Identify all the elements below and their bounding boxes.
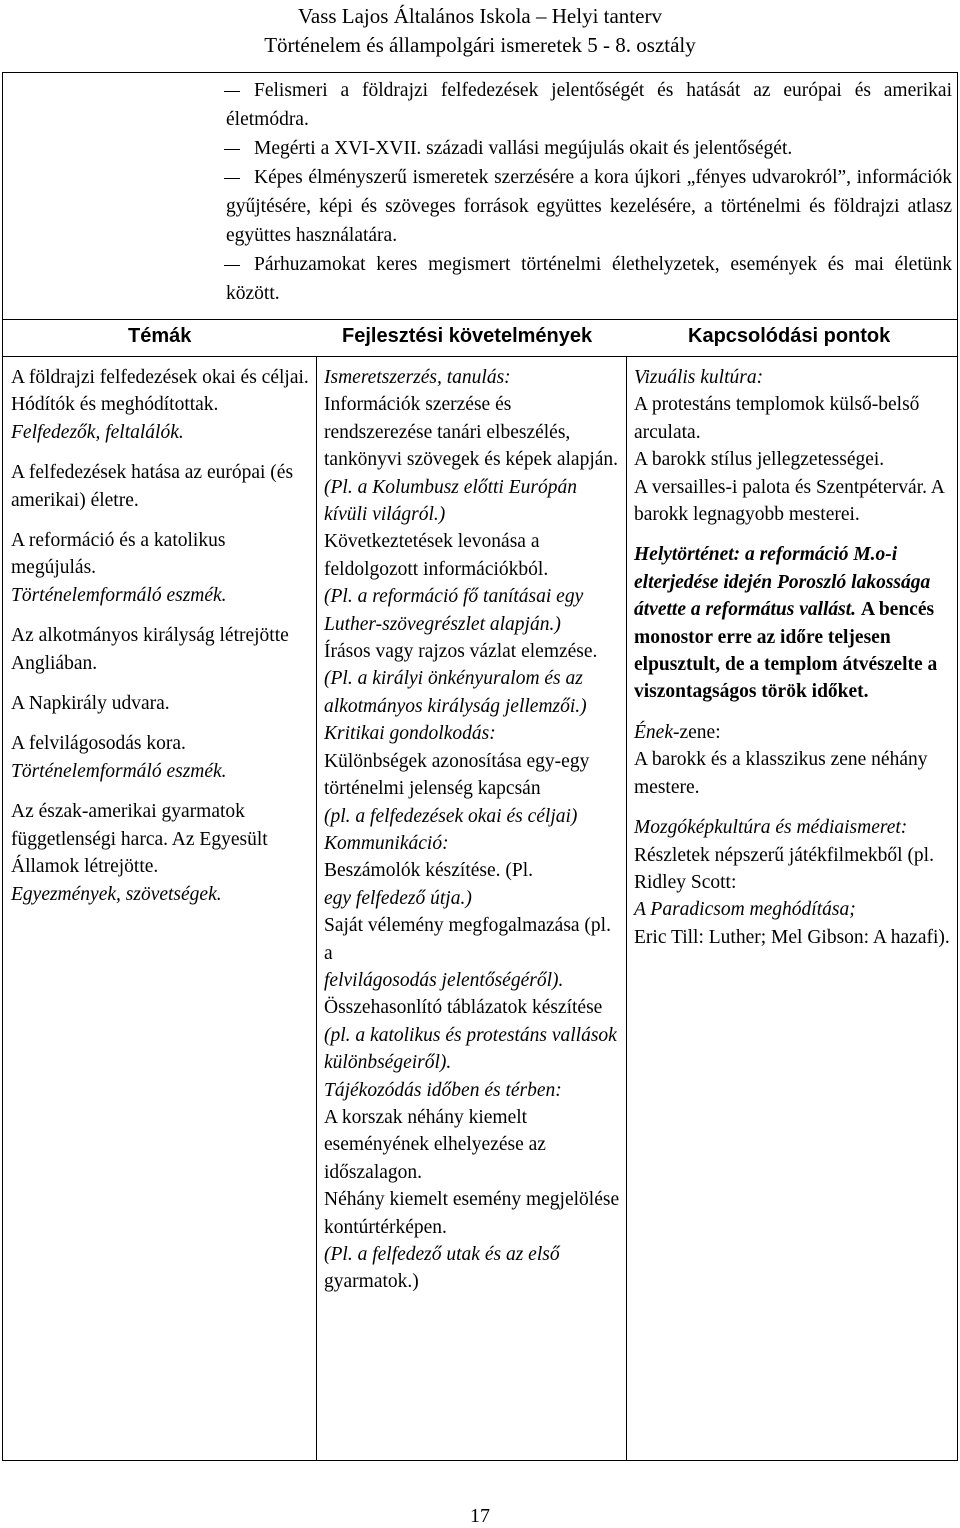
header-links: Kapcsolódási pontok	[688, 325, 891, 347]
link-item: Részletek népszerű játékfilmekből (pl. Ridley Scott:	[634, 844, 934, 893]
column-divider	[626, 356, 627, 1460]
header-topics: Témák	[128, 325, 192, 347]
topic-item: A felfedezések hatása az európai (és amerikai) életre.	[11, 462, 294, 511]
topic-item: Felfedezők, feltalálók.	[11, 421, 184, 443]
column-divider	[316, 356, 317, 1460]
link-heading: Mozgóképkultúra és médiaismeret:	[634, 817, 908, 839]
link-item: Eric Till: Luther; Mel Gibson: A hazafi).	[634, 926, 950, 948]
link-heading: Vizuális kultúra:	[634, 367, 764, 388]
dash-icon	[224, 91, 240, 92]
requirement-item: Beszámolók készítése. (Pl.	[324, 860, 534, 882]
topic-item: A földrajzi felfedezések okai és céljai. Hódítók és meghódítottak.	[11, 367, 309, 416]
requirement-item: Különbségek azonosítása egy-egy történelmi jelenség kapcsán	[324, 750, 590, 800]
topics-column	[11, 364, 311, 908]
dash-icon	[224, 149, 240, 150]
requirement-example: (Pl. a reformáció fő tanításai egy Luther-szövegrészlet alapján.)	[324, 586, 584, 635]
requirement-item: Néhány kiemelt esemény megjelölése kontúrtérképen.	[324, 1189, 620, 1238]
requirement-example: (Pl. a felfedező utak és az első	[324, 1244, 560, 1265]
topic-item: A felvilágosodás kora.	[11, 733, 186, 755]
header-requirements: Fejlesztési követelmények	[342, 325, 593, 347]
requirement-item: A korszak néhány kiemelt eseményének elhelyezése az időszalagon.	[324, 1106, 546, 1183]
curriculum-title: Történelem és állampolgári ismeretek 5 - 8. osztály	[264, 33, 696, 57]
goal-item: Megérti a XVI-XVII. századi vallási megújulás okait és jelentőségét.	[226, 134, 952, 163]
topic-item: Történelemformáló eszmék.	[11, 584, 227, 606]
requirements-column	[324, 364, 624, 1296]
link-item: A Paradicsom meghódítása;	[634, 899, 856, 921]
requirement-example: (pl. a katolikus és protestáns vallások különbségeiről).	[324, 1024, 617, 1074]
page-number: 17	[470, 1505, 490, 1527]
links-column	[634, 364, 954, 951]
link-heading: Ének-zene:	[634, 721, 721, 743]
link-item: A versailles-i palota és Szentpétervár. A barokk legnagyobb mesterei.	[634, 476, 944, 526]
requirement-heading: Kommunikáció:	[324, 832, 449, 854]
requirement-item: Írásos vagy rajzos vázlat elemzése.	[324, 641, 598, 663]
document-header	[0, 2, 960, 60]
topic-item: Az észak-amerikai gyarmatok függetlenségi harca. Az Egyesült Államok létrejötte.	[11, 801, 268, 878]
requirement-heading: Tájékozódás időben és térben:	[324, 1079, 562, 1101]
requirement-example: egy felfedező útja.)	[324, 887, 472, 909]
link-item: A protestáns templomok külső-belső arculata.	[634, 394, 920, 443]
requirement-item: gyarmatok.)	[324, 1271, 419, 1293]
requirement-item: Információk szerzése és rendszerezése tanári elbeszélés, tankönyvi szövegek és képek alapján.	[324, 394, 619, 471]
school-title: Vass Lajos Általános Iskola – Helyi tanterv	[298, 4, 662, 28]
goal-item: Képes élményszerű ismeretek szerzésére a kora újkori „fényes udvarokról”, információk gyűjtésére, képi és szöveges források együttes kezelésére, a történelmi és földrajzi atlasz együttes használatára.	[226, 167, 952, 246]
requirement-example: felvilágosodás jelentőségéről).	[324, 969, 564, 991]
topic-item: A reformáció és a katolikus megújulás.	[11, 530, 226, 579]
requirement-example: (Pl. a királyi önkényuralom és az alkotmányos királyság jellemzői.)	[324, 668, 587, 717]
topic-item: Az alkotmányos királyság létrejötte Angliában.	[11, 625, 289, 674]
requirement-item: Következtetések levonása a feldolgozott információkból.	[324, 531, 549, 580]
goals-list	[226, 76, 952, 308]
dash-icon	[224, 265, 240, 266]
link-item: A barokk stílus jellegzetességei.	[634, 449, 885, 471]
table-header-row	[2, 319, 958, 357]
requirement-example: (pl. a felfedezések okai és céljai)	[324, 805, 578, 827]
requirement-item: Saját vélemény megfogalmazása (pl. a	[324, 915, 611, 964]
topic-item: Egyezmények, szövetségek.	[11, 883, 222, 905]
requirement-item: Összehasonlító táblázatok készítése	[324, 997, 603, 1019]
dash-icon	[224, 178, 240, 179]
local-history-text: Helytörténet: a reformáció M.o-i elterjedése idején Poroszló lakossága átvette a református vallást. A bencés monostor erre az időre teljesen elpusztult, de a templom átvészelte a viszontagságos török időket.	[634, 544, 938, 703]
topic-item: Történelemformáló eszmék.	[11, 760, 227, 782]
requirement-heading: Ismeretszerzés, tanulás:	[324, 367, 511, 388]
goal-item: Felismeri a földrajzi felfedezések jelentőségét és hatását az európai és amerikai életmódra.	[226, 80, 952, 130]
requirement-heading: Kritikai gondolkodás:	[324, 723, 496, 745]
requirement-example: (Pl. a Kolumbusz előtti Európán kívüli világról.)	[324, 476, 577, 526]
topic-item: A Napkirály udvara.	[11, 693, 170, 715]
goal-item: Párhuzamokat keres megismert történelmi élethelyzetek, események és mai életünk között.	[226, 254, 952, 304]
link-item: A barokk és a klasszikus zene néhány mestere.	[634, 749, 928, 798]
